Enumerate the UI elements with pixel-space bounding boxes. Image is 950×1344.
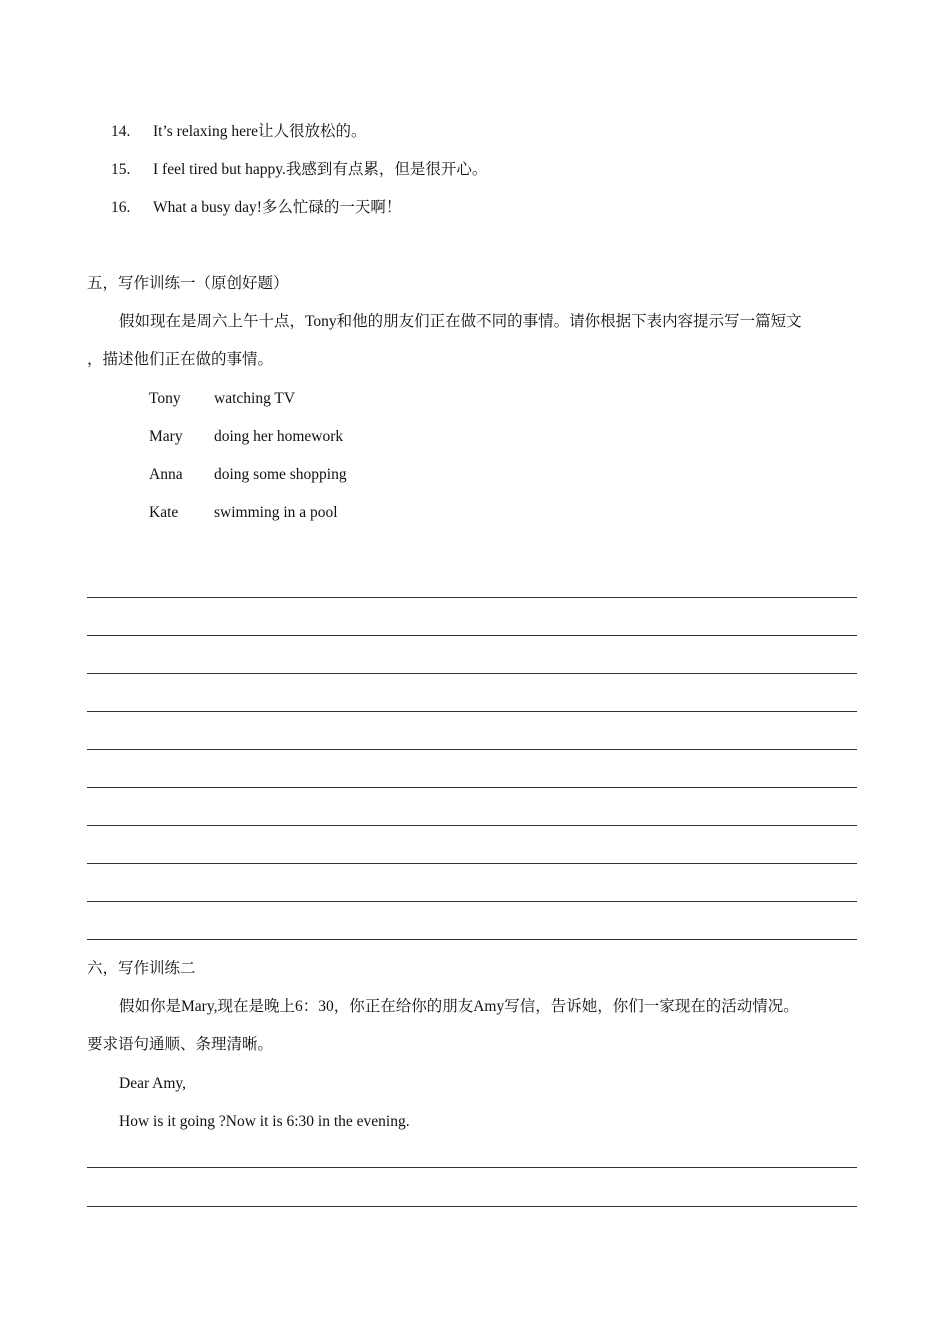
table-name: Mary	[149, 428, 183, 445]
answer-line[interactable]	[87, 597, 857, 598]
section-prompt-continued: ，描述他们正在做的事情。	[87, 351, 274, 368]
answer-line[interactable]	[87, 825, 857, 826]
answer-line[interactable]	[87, 863, 857, 864]
table-activity: doing her homework	[214, 428, 344, 445]
section-heading: 六，写作训练二	[87, 960, 196, 977]
table-activity: swimming in a pool	[214, 504, 338, 521]
answer-line[interactable]	[87, 635, 857, 636]
section-prompt: 假如现在是周六上午十点，Tony和他的朋友们正在做不同的事情。请你根据下表内容提示写一篇短文	[119, 313, 802, 330]
phrase-number: 15.	[111, 161, 131, 178]
answer-line[interactable]	[87, 1167, 857, 1168]
answer-line[interactable]	[87, 1206, 857, 1207]
letter-greeting: Dear Amy,	[119, 1075, 187, 1092]
phrase-number: 14.	[111, 123, 131, 140]
answer-line[interactable]	[87, 673, 857, 674]
section-prompt-continued: 要求语句通顺、条理清晰。	[87, 1036, 274, 1053]
phrase-text: What a busy day!多么忙碌的一天啊！	[153, 199, 402, 216]
answer-line[interactable]	[87, 787, 857, 788]
table-activity: doing some shopping	[214, 466, 347, 483]
answer-line[interactable]	[87, 749, 857, 750]
answer-line[interactable]	[87, 939, 857, 940]
letter-opening: How is it going ?Now it is 6:30 in the evening.	[119, 1113, 410, 1130]
table-activity: watching TV	[214, 390, 296, 407]
section-prompt: 假如你是Mary,现在是晚上6：30，你正在给你的朋友Amy写信，告诉她，你们一家现在的活动情况。	[119, 998, 799, 1015]
phrase-text: I feel tired but happy.我感到有点累，但是很开心。	[153, 161, 488, 178]
table-name: Kate	[149, 504, 179, 521]
answer-line[interactable]	[87, 901, 857, 902]
table-name: Anna	[149, 466, 183, 483]
phrase-number: 16.	[111, 199, 131, 216]
answer-line[interactable]	[87, 711, 857, 712]
table-name: Tony	[149, 390, 181, 407]
section-heading: 五，写作训练一（原创好题）	[87, 275, 289, 292]
phrase-text: It’s relaxing here让人很放松的。	[153, 123, 367, 140]
